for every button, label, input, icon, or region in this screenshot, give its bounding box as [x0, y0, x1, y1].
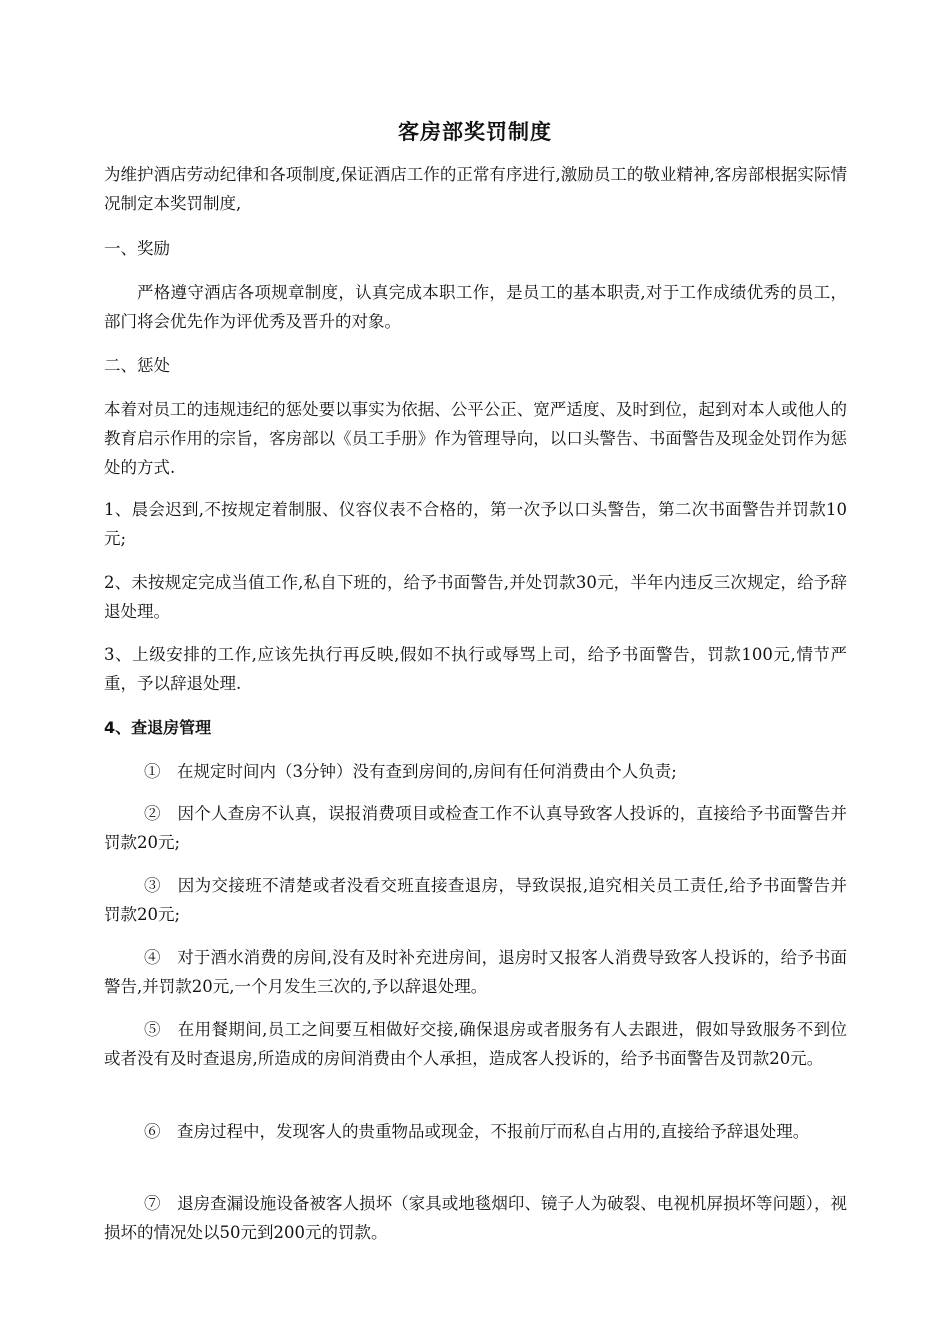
rule-3: 3、上级安排的工作,应该先执行再反映,假如不执行或辱骂上司，给予书面警告，罚款100元,情节严重，予以辞退处理. [104, 645, 847, 693]
list-item: ⑦ 退房查漏设施设备被客人损坏（家具或地毯烟印、镜子人为破裂、电视机屏损坏等问题），视损坏的情况处以50元到200元的罚款。 [104, 1194, 847, 1242]
rule-2: 2、未按规定完成当值工作,私自下班的，给予书面警告,并处罚款30元，半年内违反三次规定，给予辞退处理。 [104, 573, 847, 621]
list-item: ④ 对于酒水消费的房间,没有及时补充进房间，退房时又报客人消费导致客人投诉的，给予书面警告,并罚款20元,一个月发生三次的,予以辞退处理。 [104, 948, 847, 996]
rule-1: 1、晨会迟到,不按规定着制服、仪容仪表不合格的，第一次予以口头警告，第二次书面警告并罚款10元; [104, 500, 847, 548]
section4-heading: 4、查退房管理 [104, 718, 212, 737]
list-item: ② 因个人查房不认真，误报消费项目或检查工作不认真导致客人投诉的，直接给予书面警告并罚款20元; [104, 804, 847, 852]
list-item: ③ 因为交接班不清楚或者没看交班直接查退房，导致误报,追究相关员工责任,给予书面警告并罚款20元; [104, 876, 847, 924]
list-item: ① 在规定时间内（3分钟）没有查到房间的,房间有任何消费由个人负责; [144, 762, 677, 781]
section2-heading: 二、惩处 [104, 356, 170, 375]
section1-paragraph: 严格遵守酒店各项规章制度，认真完成本职工作，是员工的基本职责,对于工作成绩优秀的员工，部门将会优先作为评优秀及晋升的对象。 [104, 283, 847, 331]
list-item: ⑥ 查房过程中，发现客人的贵重物品或现金，不报前厅而私自占用的,直接给予辞退处理。 [144, 1122, 810, 1141]
section2-paragraph: 本着对员工的违规违纪的惩处要以事实为依据、公平公正、宽严适度、及时到位，起到对本人或他人的教育启示作用的宗旨，客房部以《员工手册》作为管理导向，以口头警告、书面警告及现金处罚作为惩处的方式. [104, 400, 847, 477]
section1-heading: 一、奖励 [104, 239, 170, 258]
document-title: 客房部奖罚制度 [398, 120, 552, 144]
intro-paragraph: 为维护酒店劳动纪律和各项制度,保证酒店工作的正常有序进行,激励员工的敬业精神,客房部根据实际情况制定本奖罚制度, [104, 165, 847, 213]
list-item: ⑤ 在用餐期间,员工之间要互相做好交接,确保退房或者服务有人去跟进，假如导致服务不到位或者没有及时查退房,所造成的房间消费由个人承担，造成客人投诉的，给予书面警告及罚款20元。 [104, 1020, 847, 1068]
